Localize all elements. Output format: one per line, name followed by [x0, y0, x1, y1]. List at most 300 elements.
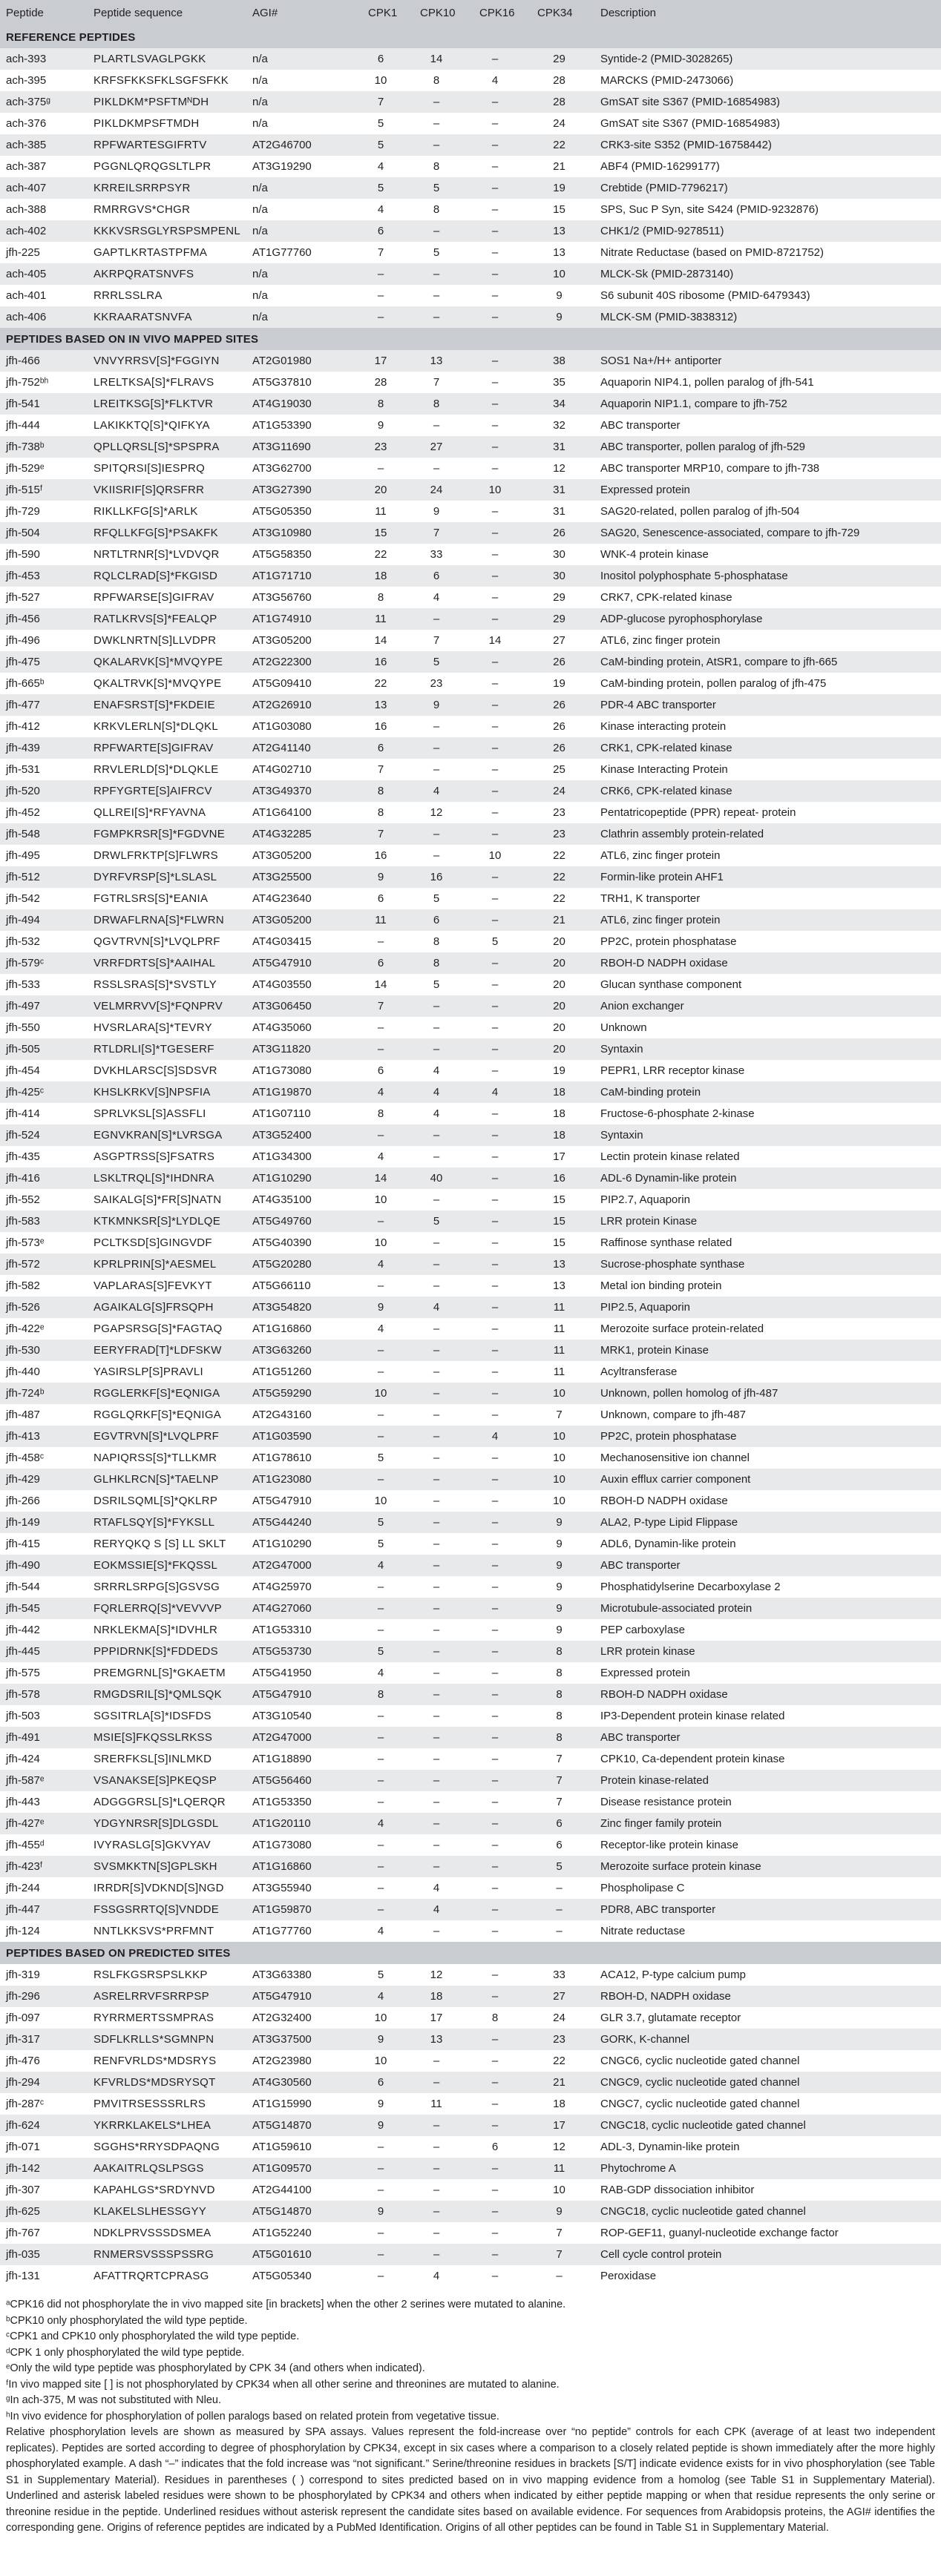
- cpk16-value: 4: [491, 74, 499, 87]
- description: Syntaxin: [594, 1124, 941, 1146]
- table-row: [0, 2265, 941, 2287]
- cpk34-value: 7: [556, 1753, 563, 1765]
- description: Unknown, compare to jfh-487: [600, 1409, 746, 1421]
- footnote: ᵈCPK 1 only phosphorylated the wild type peptide.: [6, 2346, 245, 2359]
- peptide-sequence: VKIISRIF[S]QRSFRR: [88, 479, 246, 501]
- agi-number: AT5G40390: [252, 1236, 312, 1249]
- peptide-sequence: RSLFKGSRSPSLKKP: [94, 1969, 208, 1981]
- peptide-id: jfh-504: [0, 522, 88, 544]
- cpk10-value: –: [433, 1839, 440, 1851]
- cpk10-value: –: [433, 1495, 440, 1507]
- cpk16-value: –: [491, 246, 499, 259]
- table-row: [0, 1232, 941, 1254]
- cpk34-value: 11: [524, 1340, 594, 1361]
- table-row: [0, 1877, 941, 1899]
- cpk34-value: 9: [556, 289, 563, 302]
- cpk34-value: 26: [524, 522, 594, 544]
- agi-number: AT5G14870: [246, 2201, 355, 2222]
- peptide-sequence: IVYRASLG[S]GKVYAV: [94, 1839, 211, 1851]
- peptide-id: jfh-244: [6, 1882, 40, 1894]
- agi-number: AT5G56460: [246, 1770, 355, 1791]
- cpk1-value: 8: [377, 1107, 384, 1120]
- cpk10-value: –: [407, 1426, 466, 1447]
- table-row: [0, 199, 941, 220]
- cpk1-value: –: [355, 2158, 407, 2179]
- cpk10-value: –: [407, 1383, 466, 1404]
- cpk16-value: –: [491, 1322, 499, 1335]
- cpk34-value: 10: [524, 1426, 594, 1447]
- peptide-id: ach-401: [6, 289, 47, 302]
- cpk10-value: 7: [433, 634, 440, 647]
- peptide-id: jfh-529ᵉ: [6, 462, 45, 475]
- section-title: PEPTIDES BASED ON IN VIVO MAPPED SITES: [0, 328, 941, 350]
- cpk1-value: 9: [377, 2098, 384, 2110]
- cpk16-value: –: [466, 565, 524, 587]
- peptide-id: jfh-452: [6, 806, 40, 819]
- peptide-sequence: RGGLQRKF[S]*EQNIGA: [94, 1409, 222, 1421]
- peptide-sequence: IRRDR[S]VDKND[S]NGD: [94, 1882, 224, 1894]
- cpk34-value: 20: [553, 1021, 565, 1034]
- cpk10-value: –: [407, 1512, 466, 1533]
- table-row: [0, 1576, 941, 1598]
- table-row: [0, 673, 941, 694]
- cpk34-value: 22: [524, 866, 594, 888]
- agi-number: AT5G59290: [246, 1383, 355, 1404]
- cpk10-value: –: [433, 2055, 440, 2067]
- cpk1-value: 5: [377, 1452, 384, 1464]
- agi-number: AT1G59870: [246, 1899, 355, 1920]
- agi-number: AT4G30560: [246, 2072, 355, 2093]
- agi-number: AT1G73080: [252, 1839, 312, 1851]
- cpk1-value: 4: [355, 1986, 407, 2007]
- cpk34-value: 13: [524, 220, 594, 242]
- agi-number: AT1G23080: [246, 1469, 355, 1490]
- cpk16-value: –: [491, 720, 499, 733]
- cpk16-value: –: [491, 1667, 499, 1679]
- agi-number: AT1G03590: [246, 1426, 355, 1447]
- peptide-sequence: ASRELRRVFSRRPSP: [88, 1986, 246, 2007]
- cpk16-value: –: [491, 2055, 499, 2067]
- peptide-sequence: RPFWARTESGIFRTV: [88, 134, 246, 156]
- peptide-sequence: SDFLKRLLS*SGMNPN: [88, 2029, 246, 2050]
- cpk34-value: 22: [524, 134, 594, 156]
- cpk16-value: –: [491, 2184, 499, 2196]
- cpk10-value: 4: [433, 591, 440, 604]
- cpk10-value: –: [433, 1796, 440, 1808]
- cpk1-value: 8: [355, 393, 407, 415]
- peptide-sequence: AFATTRQRTCPRASG: [94, 2270, 209, 2282]
- cpk10-value: –: [433, 1710, 440, 1722]
- agi-number: AT3G06450: [246, 995, 355, 1017]
- peptide-sequence: QGVTRVN[S]*LVQLPRF: [94, 935, 220, 948]
- peptide-id: ach-395: [6, 74, 47, 87]
- cpk34-value: 9: [524, 2201, 594, 2222]
- peptide-sequence: FGTRLSRS[S]*EANIA: [94, 892, 209, 905]
- cpk10-value: –: [433, 2227, 440, 2239]
- table-row: [0, 1856, 941, 1877]
- peptide-sequence: KKRAARATSNVFA: [88, 306, 246, 328]
- cpk16-value: –: [466, 1598, 524, 1619]
- agi-number: AT5G44240: [246, 1512, 355, 1533]
- agi-number: AT1G09570: [246, 2158, 355, 2179]
- peptide-sequence: KRFSFKKSFKLSGFSFKK: [94, 74, 229, 87]
- cpk16-value: –: [466, 263, 524, 285]
- table-row: [0, 565, 941, 587]
- cpk16-value: –: [491, 2227, 499, 2239]
- cpk34-value: 21: [524, 909, 594, 931]
- peptide-id: jfh-524: [0, 1124, 88, 1146]
- table-row: [0, 952, 941, 974]
- cpk1-value: 11: [375, 505, 387, 518]
- table-row: [0, 587, 941, 608]
- cpk16-value: –: [491, 548, 499, 561]
- table-row: [0, 931, 941, 952]
- cpk1-value: 10: [374, 1495, 387, 1507]
- table-row: [0, 1383, 941, 1404]
- description: Kinase Interacting Protein: [600, 763, 728, 776]
- peptide-id: jfh-225: [6, 246, 40, 259]
- footnote: ᵉOnly the wild type peptide was phosphorylated by CPK 34 (and others when indicated).: [6, 2362, 425, 2374]
- cpk1-value: –: [377, 1021, 384, 1034]
- cpk16-value: –: [466, 1899, 524, 1920]
- cpk10-value: –: [433, 1409, 440, 1421]
- agi-number: AT5G05340: [252, 2270, 312, 2282]
- agi-number: AT5G58350: [252, 548, 312, 561]
- peptide-id: jfh-573ᵉ: [6, 1236, 45, 1249]
- agi-number: AT2G41140: [246, 737, 355, 759]
- peptide-id: jfh-572: [0, 1254, 88, 1275]
- agi-number: AT5G47910: [246, 952, 355, 974]
- description: Nitrate reductase: [600, 1925, 686, 1937]
- description: Mechanosensitive ion channel: [600, 1452, 750, 1464]
- peptide-id: jfh-266: [6, 1495, 40, 1507]
- cpk34-value: 22: [553, 2055, 565, 2067]
- cpk1-value: 8: [377, 806, 384, 819]
- agi-number: AT5G41950: [252, 1667, 312, 1679]
- peptide-sequence: NDKLPRVSSSDSMEA: [94, 2227, 212, 2239]
- cpk10-value: 6: [407, 565, 466, 587]
- peptide-id: jfh-416: [0, 1167, 88, 1189]
- cpk16-value: –: [466, 2115, 524, 2136]
- peptide-sequence: LREITKSG[S]*FLKTVR: [88, 393, 246, 415]
- cpk16-value: –: [466, 866, 524, 888]
- cpk1-value: –: [377, 2141, 384, 2153]
- table-row: [0, 156, 941, 177]
- agi-number: AT3G49370: [246, 780, 355, 802]
- cpk34-value: 13: [524, 1254, 594, 1275]
- cpk16-value: –: [466, 2072, 524, 2093]
- cpk1-value: 5: [355, 1512, 407, 1533]
- cpk10-value: –: [433, 1581, 440, 1593]
- peptide-id: jfh-440: [6, 1366, 40, 1378]
- cpk34-value: 32: [553, 419, 565, 432]
- cpk10-value: 5: [407, 177, 466, 199]
- cpk10-value: 4: [407, 1899, 466, 1920]
- cpk34-value: 15: [524, 1210, 594, 1232]
- cpk1-value: 4: [377, 1150, 384, 1163]
- cpk1-value: 10: [374, 2055, 387, 2067]
- description: GLR 3.7, glutamate receptor: [600, 2012, 741, 2024]
- cpk16-value: –: [466, 134, 524, 156]
- cpk34-value: 31: [524, 479, 594, 501]
- peptide-id: jfh-541: [0, 393, 88, 415]
- cpk1-value: –: [377, 462, 384, 475]
- cpk16-value: –: [466, 1340, 524, 1361]
- peptide-id: jfh-520: [0, 780, 88, 802]
- peptide-sequence: VSANAKSE[S]PKEQSP: [88, 1770, 246, 1791]
- cpk34-value: 26: [524, 694, 594, 716]
- footnote: ᶠIn vivo mapped site [ ] is not phosphorylated by CPK34 when all other serine and threonines are mutated to alanine.: [6, 2378, 560, 2391]
- agi-number: AT1G78610: [252, 1452, 312, 1464]
- agi-number: AT4G19030: [246, 393, 355, 415]
- cpk10-value: –: [433, 1193, 440, 1206]
- agi-number: AT2G22300: [246, 651, 355, 673]
- peptide-sequence: LAKIKKTQ[S]*QIFKYA: [94, 419, 210, 432]
- peptide-id: jfh-738ᵇ: [0, 436, 88, 458]
- agi-number: AT4G02710: [252, 763, 312, 776]
- table-row: [0, 522, 941, 544]
- description: GmSAT site S367 (PMID-16854983): [600, 117, 781, 130]
- description: Raffinose synthase related: [600, 1236, 732, 1249]
- cpk10-value: 13: [407, 2029, 466, 2050]
- peptide-id: jfh-456: [0, 608, 88, 630]
- description: TRH1, K transporter: [600, 892, 701, 905]
- peptide-sequence: QPLLQRSL[S]*SPSPRA: [88, 436, 246, 458]
- peptide-id: jfh-512: [0, 866, 88, 888]
- description: Crebtide (PMID-7796217): [594, 177, 941, 199]
- cpk34-value: 13: [553, 246, 565, 259]
- table-row: [0, 479, 941, 501]
- cpk16-value: –: [466, 2201, 524, 2222]
- cpk34-value: 27: [553, 634, 565, 647]
- cpk1-value: –: [355, 1598, 407, 1619]
- cpk1-value: 9: [355, 2029, 407, 2050]
- table-row: [0, 1986, 941, 2007]
- table-row: [0, 1490, 941, 1512]
- description: CRK7, CPK-related kinase: [600, 591, 732, 604]
- cpk16-value: –: [466, 1555, 524, 1576]
- peptide-id: jfh-422ᵉ: [6, 1322, 45, 1335]
- peptide-id: jfh-447: [0, 1899, 88, 1920]
- agi-number: AT1G74910: [246, 608, 355, 630]
- agi-number: AT5G09410: [252, 677, 312, 690]
- description: Zinc finger family protein: [594, 1813, 941, 1834]
- cpk16-value: –: [491, 978, 499, 991]
- cpk34-value: 11: [553, 1322, 565, 1335]
- agi-number: AT3G54820: [246, 1297, 355, 1318]
- cpk1-value: 9: [355, 2115, 407, 2136]
- peptide-id: ach-376: [6, 117, 47, 130]
- peptide-sequence: KKKVSRSGLYRSPSMPENL: [88, 220, 246, 242]
- peptide-sequence: SGSITRLA[S]*IDSFDS: [94, 1710, 212, 1722]
- cpk34-value: –: [524, 1899, 594, 1920]
- cpk16-value: –: [491, 1710, 499, 1722]
- description: CNGC18, cyclic nucleotide gated channel: [594, 2201, 941, 2222]
- peptide-id: jfh-294: [0, 2072, 88, 2093]
- agi-number: AT4G35100: [252, 1193, 312, 1206]
- description: CRK6, CPK-related kinase: [594, 780, 941, 802]
- agi-number: AT4G35060: [252, 1021, 312, 1034]
- agi-number: AT1G19870: [246, 1081, 355, 1103]
- description: Unknown: [600, 1021, 647, 1034]
- cpk10-value: 16: [407, 866, 466, 888]
- agi-number: AT1G53390: [252, 419, 312, 432]
- peptide-sequence: RTLDRLI[S]*TGESERF: [88, 1038, 246, 1060]
- table-row: [0, 2093, 941, 2115]
- agi-number: n/a: [246, 177, 355, 199]
- table-row: [0, 458, 941, 479]
- description: ADP-glucose pyrophosphorylase: [594, 608, 941, 630]
- cpk1-value: 10: [374, 74, 387, 87]
- table-row: [0, 1038, 941, 1060]
- agi-number: AT1G53310: [252, 1624, 312, 1636]
- cpk16-value: –: [466, 1469, 524, 1490]
- cpk1-value: 4: [377, 1322, 384, 1335]
- agi-number: AT3G56760: [252, 591, 312, 604]
- peptide-id: jfh-477: [0, 694, 88, 716]
- agi-number: AT3G37500: [246, 2029, 355, 2050]
- agi-number: AT1G16860: [246, 1856, 355, 1877]
- description: SOS1 Na+/H+ antiporter: [594, 350, 941, 372]
- cpk1-value: 16: [374, 849, 387, 862]
- cpk1-value: 8: [355, 780, 407, 802]
- cpk16-value: –: [466, 2158, 524, 2179]
- cpk1-value: 6: [355, 952, 407, 974]
- cpk16-value: –: [491, 892, 499, 905]
- description: PIP2.7, Aquaporin: [600, 1193, 690, 1206]
- cpk10-value: 24: [407, 479, 466, 501]
- peptide-sequence: KAPAHLGS*SRDYNVD: [94, 2184, 215, 2196]
- table-row: [0, 263, 941, 285]
- description: SAG20-related, pollen paralog of jfh-504: [600, 505, 800, 518]
- peptide-id: jfh-442: [6, 1624, 40, 1636]
- description: Auxin efflux carrier component: [594, 1469, 941, 1490]
- agi-number: AT5G01610: [246, 2244, 355, 2265]
- description: Syntaxin: [594, 1038, 941, 1060]
- peptide-sequence: SPITQRSI[S]IESPRQ: [94, 462, 206, 475]
- description: MARCKS (PMID-2473066): [600, 74, 734, 87]
- table-row: [0, 242, 941, 263]
- cpk1-value: 5: [355, 134, 407, 156]
- cpk1-value: –: [355, 306, 407, 328]
- cpk16-value: –: [491, 1925, 499, 1937]
- cpk1-value: 9: [355, 2201, 407, 2222]
- cpk16-value: –: [491, 160, 499, 173]
- table-row: [0, 1705, 941, 1727]
- cpk34-value: 10: [553, 1495, 565, 1507]
- description: S6 subunit 40S ribosome (PMID-6479343): [600, 289, 810, 302]
- peptide-sequence: RGGLERKF[S]*EQNIGA: [88, 1383, 246, 1404]
- cpk16-value: –: [466, 995, 524, 1017]
- cpk16-value: –: [466, 780, 524, 802]
- cpk16-value: –: [491, 1021, 499, 1034]
- peptide-sequence: NRTLTRNR[S]*LVDVQR: [94, 548, 220, 561]
- agi-number: AT1G77760: [252, 246, 312, 259]
- cpk16-value: –: [491, 419, 499, 432]
- agi-number: AT3G11820: [246, 1038, 355, 1060]
- cpk10-value: –: [407, 1770, 466, 1791]
- cpk10-value: –: [407, 1254, 466, 1275]
- agi-number: AT1G18890: [252, 1753, 312, 1765]
- description: PP2C, protein phosphatase: [600, 935, 737, 948]
- peptide-sequence: ENAFSRST[S]*FKDEIE: [88, 694, 246, 716]
- agi-number: AT1G59610: [252, 2141, 312, 2153]
- cpk10-value: –: [433, 2141, 440, 2153]
- table-row: [0, 866, 941, 888]
- cpk10-value: –: [433, 1279, 440, 1292]
- cpk1-value: –: [377, 2227, 384, 2239]
- cpk10-value: 13: [407, 350, 466, 372]
- cpk1-value: 10: [374, 2012, 387, 2024]
- peptide-sequence: RPFWARTE[S]GIFRAV: [88, 737, 246, 759]
- table-row: [0, 1748, 941, 1770]
- peptide-sequence: PREMGRNL[S]*GKAETM: [94, 1667, 226, 1679]
- description: RBOH-D NADPH oxidase: [594, 1684, 941, 1705]
- cpk1-value: 14: [374, 978, 387, 991]
- peptide-sequence: YDGYNRSR[S]DLGSDL: [88, 1813, 246, 1834]
- table-row: [0, 1662, 941, 1684]
- peptide-sequence: DSRILSQML[S]*QKLRP: [94, 1495, 218, 1507]
- cpk16-value: –: [491, 376, 499, 389]
- cpk10-value: 33: [430, 548, 443, 561]
- table-row: [0, 737, 941, 759]
- cpk1-value: 5: [377, 1538, 384, 1550]
- cpk1-value: –: [377, 1882, 384, 1894]
- peptide-id: jfh-624: [0, 2115, 88, 2136]
- table-row: [0, 2201, 941, 2222]
- description: Syntide-2 (PMID-3028265): [594, 48, 941, 70]
- agi-number: AT1G16860: [252, 1322, 312, 1335]
- table-row: [0, 974, 941, 995]
- peptide-sequence: DWKLNRTN[S]LLVDPR: [94, 634, 217, 647]
- cpk10-value: –: [433, 1753, 440, 1765]
- cpk10-value: 5: [433, 246, 440, 259]
- cpk16-value: –: [466, 694, 524, 716]
- description: CRK3-site S352 (PMID-16758442): [594, 134, 941, 156]
- cpk34-value: 5: [524, 1856, 594, 1877]
- cpk10-value: 17: [430, 2012, 443, 2024]
- cpk10-value: 12: [430, 806, 443, 819]
- agi-number: n/a: [246, 263, 355, 285]
- cpk16-value: –: [466, 436, 524, 458]
- peptide-id: ach-388: [6, 203, 47, 216]
- cpk16-value: –: [491, 763, 499, 776]
- description: Fructose-6-phosphate 2-kinase: [600, 1107, 755, 1120]
- cpk10-value: 4: [433, 1064, 440, 1077]
- cpk34-value: 12: [553, 2141, 565, 2153]
- agi-number: AT5G49760: [246, 1210, 355, 1232]
- cpk34-value: 7: [556, 1409, 563, 1421]
- cpk34-value: 7: [524, 2244, 594, 2265]
- peptide-sequence: KHSLKRKV[S]NPSFIA: [88, 1081, 246, 1103]
- cpk10-value: 12: [430, 1969, 443, 1981]
- cpk1-value: 6: [355, 220, 407, 242]
- section-header-row: [0, 1942, 941, 1964]
- peptide-sequence: KPRLPRIN[S]*AESMEL: [88, 1254, 246, 1275]
- peptide-id: jfh-443: [6, 1796, 40, 1808]
- cpk34-value: 20: [553, 935, 565, 948]
- cpk16-value: 6: [491, 2141, 499, 2153]
- peptide-sequence: PIKLDKM*PSFTMᴺDH: [88, 91, 246, 113]
- table-row: [0, 91, 941, 113]
- peptide-id: jfh-578: [0, 1684, 88, 1705]
- cpk10-value: –: [433, 1925, 440, 1937]
- agi-number: AT4G23640: [252, 892, 312, 905]
- peptide-id: jfh-587ᵉ: [0, 1770, 88, 1791]
- description: RAB-GDP dissociation inhibitor: [600, 2184, 755, 2196]
- peptide-sequence: KRREILSRRPSYR: [88, 177, 246, 199]
- cpk1-value: 4: [355, 1081, 407, 1103]
